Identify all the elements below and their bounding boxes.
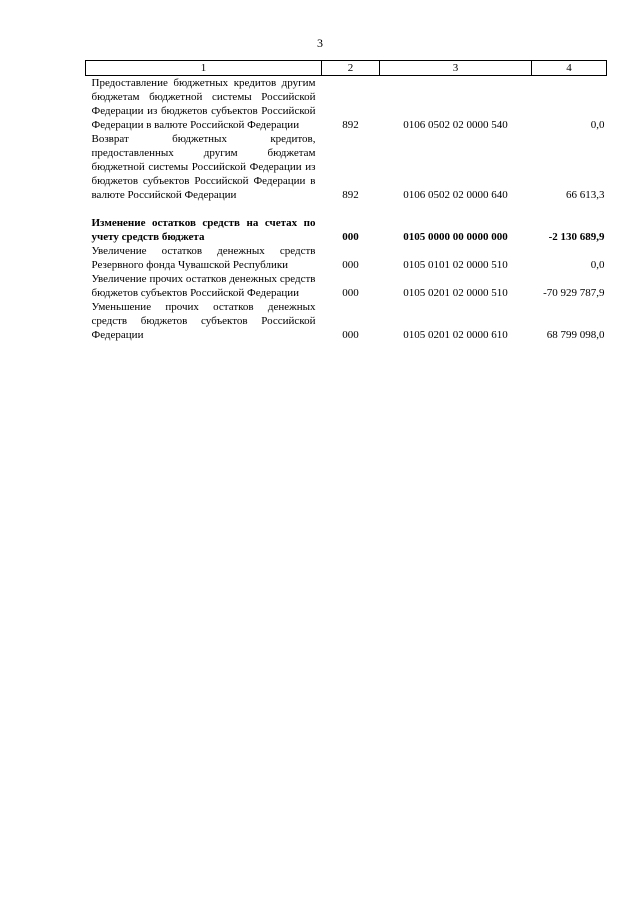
row-value: 0,0 <box>590 259 605 271</box>
row-kbk-code: 0105 0101 02 0000 510 <box>403 259 508 271</box>
row-admin-code: 892 <box>342 189 359 201</box>
row-admin-code: 000 <box>342 259 359 271</box>
row-value: -70 929 787,9 <box>543 287 605 299</box>
row-kbk-code: 0106 0502 02 0000 640 <box>403 189 508 201</box>
row-admin-code: 000 <box>342 231 359 243</box>
table-row <box>86 300 607 342</box>
row-name: Уменьшение прочих остатков денежных средств бюджетов субъектов Российской Федерации <box>91 301 316 341</box>
column-header-4: 4 <box>532 61 607 76</box>
row-admin-code: 000 <box>342 287 359 299</box>
table-row <box>86 244 607 272</box>
table-row-total <box>86 216 607 244</box>
row-admin-code: 000 <box>342 329 359 341</box>
row-name: Увеличение остатков денежных средств Резервного фонда Чувашской Республики <box>91 245 316 271</box>
row-kbk-code: 0106 0502 02 0000 540 <box>403 119 508 131</box>
table-spacer-row <box>86 202 607 216</box>
row-value: 66 613,3 <box>566 189 605 201</box>
row-name: Изменение остатков средств на счетах по учету средств бюджета <box>91 217 316 243</box>
row-value: -2 130 689,9 <box>548 231 605 243</box>
row-name: Увеличение прочих остатков денежных средств бюджетов субъектов Российской Федерации <box>91 273 316 299</box>
table-row <box>86 272 607 300</box>
column-header-1: 1 <box>86 61 322 76</box>
column-header-2: 2 <box>322 61 380 76</box>
table-row <box>86 132 607 202</box>
table-header-row <box>86 61 607 76</box>
budget-sources-table <box>85 60 607 342</box>
column-header-3: 3 <box>380 61 532 76</box>
row-name: Возврат бюджетных кредитов, предоставленных другим бюджетам бюджетной системы Российской Федерации из бюджетов субъектов Российской Федерации в валюте Российской Федерации <box>91 133 316 201</box>
row-kbk-code: 0105 0201 02 0000 510 <box>403 287 508 299</box>
row-name: Предоставление бюджетных кредитов другим бюджетам бюджетной системы Российской Федерации из бюджетов субъектов Российской Федерации в валюте Российской Федерации <box>91 77 316 131</box>
row-kbk-code: 0105 0201 02 0000 610 <box>403 329 508 341</box>
row-kbk-code: 0105 0000 00 0000 000 <box>403 231 508 243</box>
page-number: 3 <box>317 36 323 50</box>
row-admin-code: 892 <box>342 119 359 131</box>
row-value: 68 799 098,0 <box>546 329 605 341</box>
table-row <box>86 76 607 133</box>
row-value: 0,0 <box>590 119 605 131</box>
